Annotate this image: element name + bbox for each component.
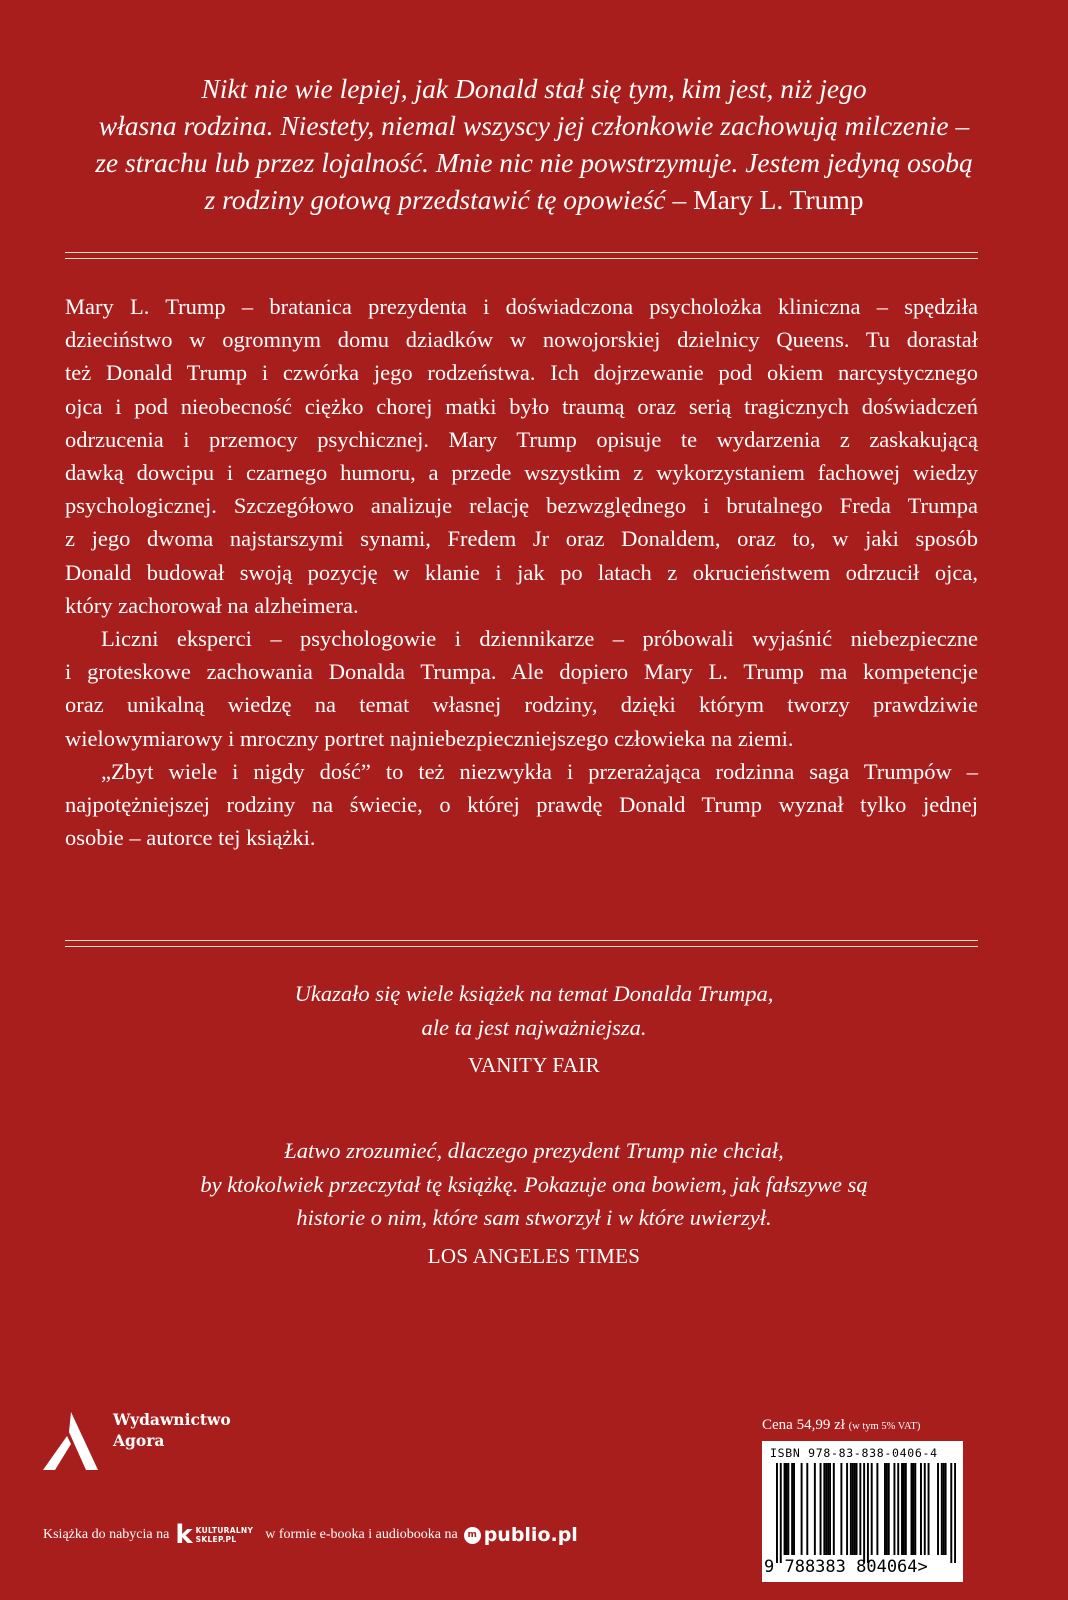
barcode-bar (888, 1463, 890, 1555)
blurb-line: Liczni eksperci – psychologowie i dziennikarze – próbowali wyjaśnić niebezpieczne (101, 626, 978, 652)
top-quote-line-text: z rodziny gotową przedstawić tę opowieść (204, 184, 666, 215)
barcode-bars (776, 1463, 956, 1563)
blurb-line: Donald budował swoją pozycję w klanie i jak po latach z okrucieństwem odrzucił ojca, (65, 559, 978, 585)
blurb-line: ojca i pod nieobecność ciężko chorej matki było traumą oraz serią tragicznych doświadczeń (65, 393, 978, 419)
barcode-bar (829, 1463, 831, 1555)
price-label (762, 1417, 920, 1434)
barcode-bar (823, 1463, 825, 1555)
barcode-bar (784, 1463, 786, 1555)
top-quote-line: własna rodzina. Niestety, niemal wszyscy jej członkowie zachowują milczenie – (98, 110, 970, 141)
barcode-bar (850, 1463, 852, 1555)
barcode-bar (897, 1463, 899, 1555)
blurb-line: wielowymiarowy i mroczny portret najniebezpieczniejszego człowieka na ziemi. (65, 725, 794, 751)
barcode-bar (871, 1463, 873, 1555)
barcode-bar (943, 1463, 945, 1555)
barcode-bar (856, 1463, 858, 1555)
barcode-bar (840, 1463, 842, 1555)
barcode-bar (814, 1463, 816, 1555)
review-source: LOS ANGELES TIMES (427, 1243, 641, 1268)
double-rule-divider (65, 252, 978, 259)
barcode-bar (846, 1463, 848, 1555)
isbn-barcode (762, 1441, 963, 1582)
double-rule-divider (65, 940, 978, 947)
ean-end-mark: > (917, 1557, 928, 1577)
barcode-bar (950, 1463, 952, 1563)
review-line: by ktokolwiek przeczytał tę książkę. Pokazuje ona bowiem, jak fałszywe są (200, 1171, 868, 1197)
price-value: Cena 54,99 zł (762, 1417, 845, 1433)
barcode-bar (876, 1463, 878, 1555)
review-quote (60, 1134, 1008, 1273)
review-line: Ukazało się wiele książek na temat Donalda Trumpa, (294, 981, 774, 1006)
barcode-bar (793, 1463, 795, 1555)
store-line2: SKLEP.PL (195, 1535, 237, 1544)
top-quote-line: Nikt nie wie lepiej, jak Donald stał się tym, kim jest, niż jego (201, 73, 867, 104)
barcode-bar (911, 1463, 913, 1555)
barcode-bar (912, 1463, 914, 1555)
barcode-bar (893, 1463, 895, 1555)
barcode-bar (945, 1463, 947, 1555)
barcode-bar (801, 1463, 803, 1555)
top-quote-attribution: – Mary L. Trump (672, 184, 864, 215)
barcode-bar (941, 1463, 943, 1555)
publio-icon: m (464, 1527, 481, 1544)
barcode-bar (776, 1463, 778, 1563)
barcode-bar (854, 1463, 856, 1555)
barcode-bar (833, 1463, 835, 1555)
blurb-line: psychologicznej. Szczegółowo analizuje relację bezwzględnego i brutalnego Freda Trumpa (65, 493, 978, 519)
blurb-line: odrzucenia i przemocy psychicznej. Mary Trump opisuje te wydarzenia z zaskakującą (65, 426, 978, 452)
barcode-bar (886, 1463, 888, 1555)
barcode-bar (791, 1463, 793, 1555)
review-line: historie o nim, które sam stworzył i w które uwierzył. (296, 1205, 772, 1230)
k-logo-icon: k (175, 1520, 193, 1550)
isbn-text: ISBN 978-83-838-0406-4 (770, 1446, 938, 1460)
availability-line (43, 1520, 578, 1550)
availability-prefix: Książka do nabycia na (43, 1527, 170, 1542)
barcode-bar (859, 1463, 861, 1555)
barcode-bar (863, 1463, 865, 1563)
review-line: ale ta jest najważniejsza. (421, 1014, 647, 1040)
review-quote (60, 977, 1008, 1083)
barcode-bar (852, 1463, 854, 1555)
barcode-bar (806, 1463, 808, 1555)
barcode-bar (787, 1463, 789, 1555)
barcode-bar (825, 1463, 827, 1555)
publisher-name (113, 1409, 231, 1451)
blurb-line: „Zbyt wiele i nigdy dość” to też niezwykła i przerażająca rodzinna saga Trumpów – (101, 758, 978, 784)
ean-digits-text: 9 788383 804064 (764, 1557, 918, 1577)
store-line1: KULTURALNY (195, 1526, 254, 1535)
top-quote (60, 70, 1008, 218)
kulturalny-sklep-logo (175, 1522, 253, 1548)
barcode-bar (905, 1463, 907, 1555)
barcode-bar (785, 1463, 787, 1555)
barcode-bar (914, 1463, 916, 1555)
barcode-bar (867, 1463, 869, 1563)
publio-logo (464, 1524, 578, 1546)
barcode-bar (954, 1463, 956, 1563)
blurb-line: osobie – autorce tej książki. (65, 825, 316, 851)
barcode-bar (937, 1463, 939, 1555)
availability-middle: w formie e-booka i audiobooka na (265, 1527, 458, 1542)
barcode-bar (901, 1463, 903, 1555)
publisher-logo (40, 1405, 280, 1475)
price-vat: (w tym 5% VAT) (848, 1421, 921, 1432)
review-line: Łatwo zrozumieć, dlaczego prezydent Trump nie chciał, (284, 1138, 784, 1163)
publisher-name-line2: Agora (113, 1431, 165, 1450)
top-quote-line: ze strachu lub przez lojalność. Mnie nic nie powstrzymuje. Jestem jedyną osobą (95, 147, 973, 178)
barcode-bar (924, 1463, 926, 1555)
barcode-bar (928, 1463, 930, 1555)
blurb-line: i groteskowe zachowania Donalda Trumpa. Ale dopiero Mary L. Trump ma kompetencje (65, 659, 978, 685)
review-source: VANITY FAIR (468, 1053, 600, 1077)
barcode-bar (820, 1463, 822, 1555)
blurb-line: też Donald Trump i czwórka jego rodzeństwa. Ich dojrzewanie pod okiem narcystycznego (65, 360, 978, 386)
barcode-bar (920, 1463, 922, 1555)
blurb-line: Mary L. Trump – bratanica prezydenta i doświadczona psycholożka kliniczna – spędziła (65, 294, 978, 319)
blurb-body (65, 290, 978, 854)
publio-name: publio.pl (483, 1524, 578, 1546)
blurb-line: najpotężniejszej rodziny na świecie, o której prawdę Donald Trump wyznał tylko jednej (65, 792, 978, 818)
ean-digits (764, 1557, 961, 1577)
blurb-line: oraz unikalną wiedzę na temat własnej rodziny, dzięki którym tworzy prawdziwie (65, 692, 978, 718)
top-quote-line-last (60, 181, 1008, 218)
blurb-line: który zachorował na alzheimera. (65, 592, 359, 618)
barcode-bar (884, 1463, 886, 1555)
publisher-name-line1: Wydawnictwo (113, 1410, 231, 1429)
barcode-bar (780, 1463, 782, 1563)
blurb-line: dawką dowcipu i czarnego humoru, a przede wszystkim z wykorzystaniem fachowej wiedzy (65, 460, 978, 486)
barcode-bar (903, 1463, 905, 1555)
agora-a-logo-icon (40, 1410, 102, 1472)
barcode-bar (827, 1463, 829, 1555)
blurb-line: z jego dwoma najstarszymi synami, Fredem Jr oraz Donaldem, oraz to, w jaki sposób (65, 526, 978, 552)
kulturalny-sklep-logo-text (196, 1526, 254, 1544)
blurb-line: dzieciństwo w ogromnym domu dziadków w nowojorskiej dzielnicy Queens. Tu dorastał (65, 327, 978, 353)
